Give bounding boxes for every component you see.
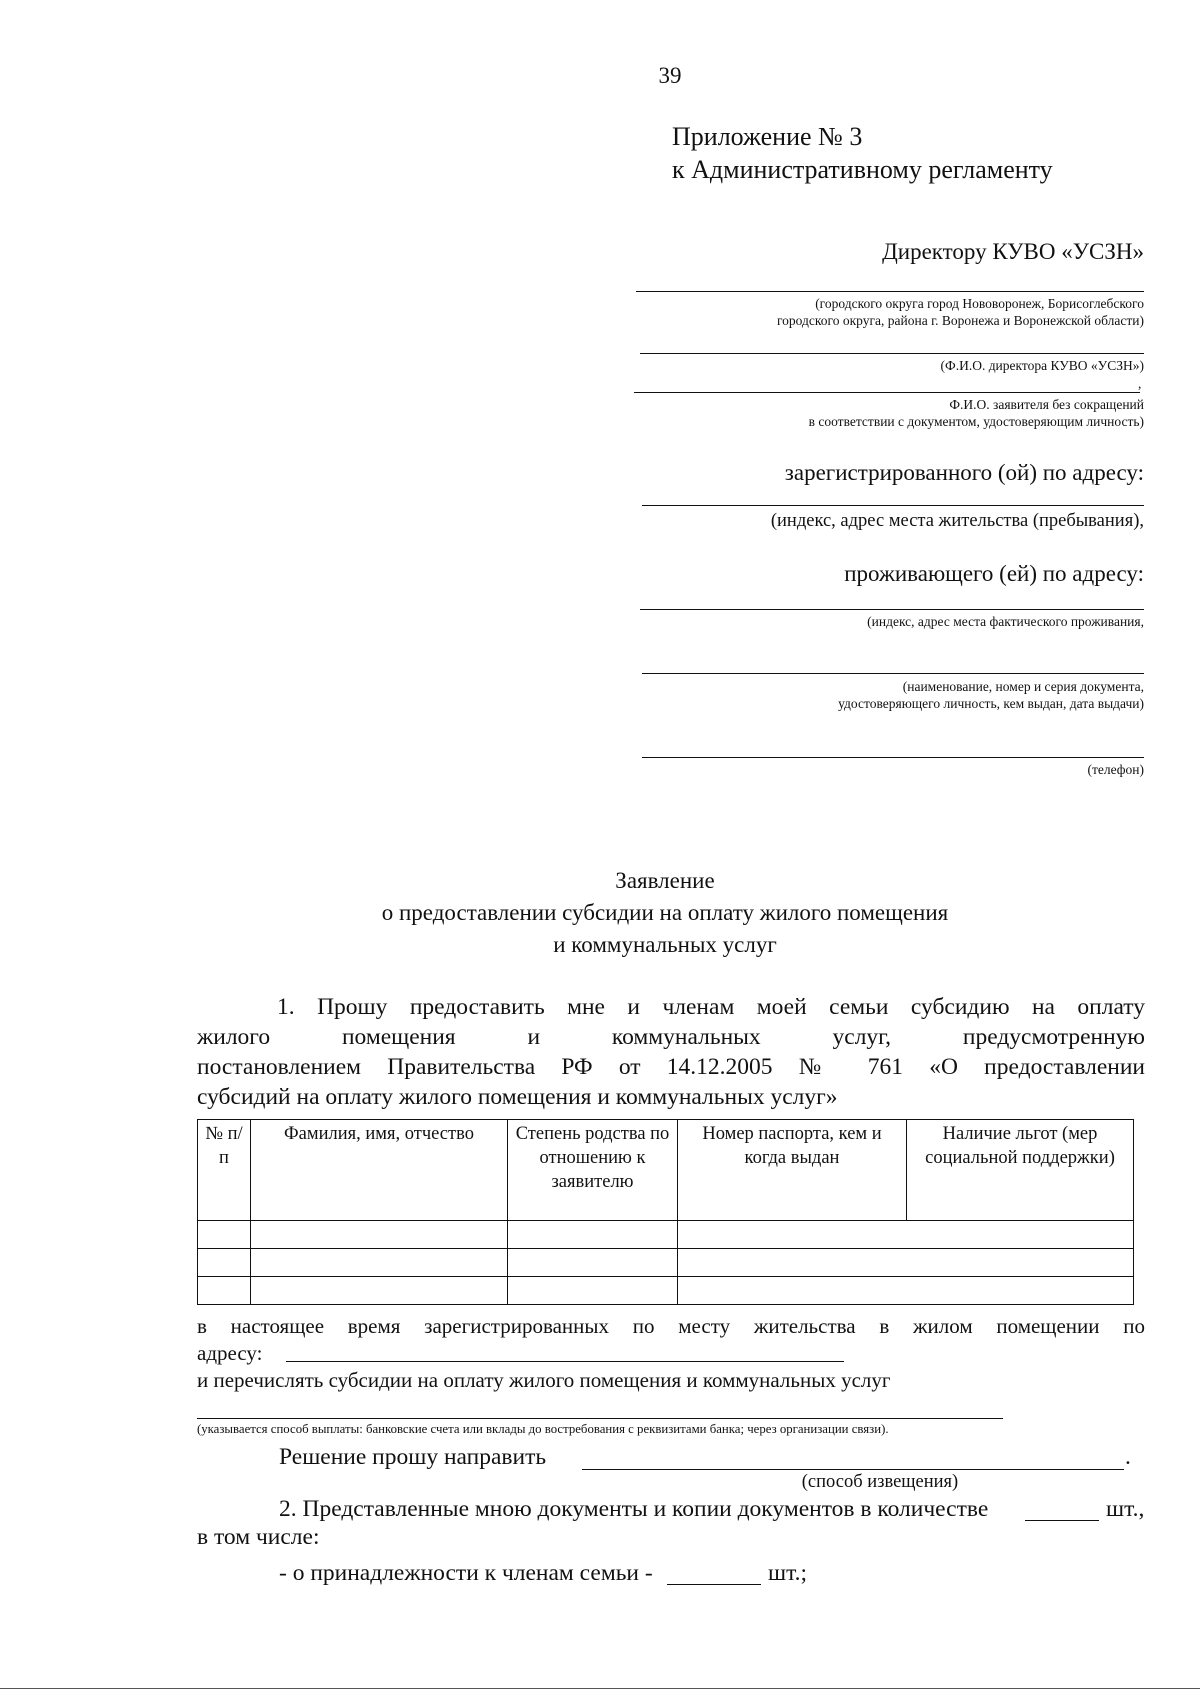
hint-region-line1: (городского округа город Нововоронеж, Борисоглебского — [815, 296, 1144, 311]
column-header-benefits: Наличие льгот (мер социальной поддержки) — [907, 1120, 1134, 1221]
hint-identity-document — [584, 678, 1144, 712]
column-header-relationship: Степень родства по отношению к заявителю — [508, 1120, 678, 1221]
table-cell[interactable] — [251, 1249, 508, 1277]
hint-document-line2: удостоверяющего личность, кем выдан, дата выдачи) — [838, 696, 1144, 711]
request-paragraph — [197, 992, 1145, 1112]
appendix-header — [672, 120, 1053, 186]
fill-line-director-fio[interactable] — [640, 353, 1144, 354]
table-cell[interactable] — [198, 1249, 251, 1277]
decision-end: . — [1125, 1444, 1131, 1470]
page-bottom-edge — [0, 1688, 1200, 1689]
column-header-full-name: Фамилия, имя, отчество — [251, 1120, 508, 1221]
hint-registered-address: (индекс, адрес места жительства (пребывания), — [770, 511, 1144, 531]
fill-line-documents-count[interactable] — [1025, 1520, 1099, 1521]
appendix-reference: к Административному регламенту — [672, 155, 1053, 184]
registered-address-label: зарегистрированного (ой) по адресу: — [784, 460, 1144, 485]
decision-label: Решение прошу направить — [279, 1444, 547, 1470]
fill-line-phone[interactable] — [642, 757, 1144, 758]
table-cell[interactable] — [198, 1277, 251, 1305]
fill-line-applicant-fio[interactable] — [634, 392, 1140, 393]
title-line3: и коммунальных услуг — [553, 932, 777, 957]
table-cell[interactable] — [678, 1277, 1134, 1305]
fill-line-identity-document[interactable] — [642, 673, 1144, 674]
family-members-table — [197, 1119, 1134, 1305]
hint-director-fio: (Ф.И.О. директора КУВО «УСЗН») — [940, 358, 1144, 373]
appendix-number: Приложение № 3 — [672, 122, 863, 151]
table-row — [198, 1249, 1134, 1277]
living-address-label: проживающего (ей) по адресу: — [844, 561, 1144, 586]
including-label: в том числе: — [197, 1524, 320, 1550]
comma: , — [1138, 376, 1142, 391]
hint-region-line2: городского округа, района г. Воронежа и Воронежской области) — [776, 313, 1144, 328]
table-cell[interactable] — [508, 1221, 678, 1249]
fill-line-registered-address[interactable] — [642, 505, 1144, 506]
table-cell[interactable] — [508, 1249, 678, 1277]
table-row — [198, 1277, 1134, 1305]
document-title — [197, 865, 1133, 961]
paragraph1-line3: постановлением Правительства РФ от 14.12.2005 № 761 «О предоставлении — [197, 1054, 1145, 1080]
table-cell[interactable] — [198, 1221, 251, 1249]
fill-line-region[interactable] — [636, 291, 1144, 292]
hint-notification-method: (способ извещения) — [801, 1472, 959, 1492]
hint-region — [584, 295, 1144, 329]
column-header-passport: Номер паспорта, кем и когда выдан — [678, 1120, 907, 1221]
title-line2: о предоставлении субсидии на оплату жилого помещения — [381, 900, 949, 925]
table-row — [198, 1221, 1134, 1249]
hint-phone: (телефон) — [1087, 762, 1144, 777]
fill-line-notification-method[interactable] — [582, 1469, 1124, 1470]
hint-applicant-line2: в соответствии с документом, удостоверяющим личность) — [808, 414, 1144, 429]
table-cell[interactable] — [251, 1221, 508, 1249]
column-header-number: № п/п — [198, 1120, 251, 1221]
hint-applicant-line1: Ф.И.О. заявителя без сокращений — [949, 397, 1144, 412]
paragraph1-line1: 1. Прошу предоставить мне и членам моей семьи субсидию на оплату — [277, 994, 1145, 1020]
title-line1: Заявление — [615, 868, 715, 893]
table-header-row — [198, 1120, 1134, 1221]
fill-line-registration-address[interactable] — [286, 1361, 844, 1362]
transfer-text: и перечислять субсидии на оплату жилого помещения и коммунальных услуг — [197, 1368, 891, 1392]
fill-line-living-address[interactable] — [640, 609, 1144, 610]
hint-living-address: (индекс, адрес места фактического проживания, — [867, 614, 1144, 629]
address-label: адресу: — [197, 1341, 263, 1365]
registration-text: в настоящее время зарегистрированных по месту жительства в жилом помещении по — [197, 1314, 1145, 1338]
paragraph1-line4: субсидий на оплату жилого помещения и коммунальных услуг» — [197, 1084, 838, 1110]
hint-document-line1: (наименование, номер и серия документа, — [902, 679, 1144, 694]
table-cell[interactable] — [508, 1277, 678, 1305]
family-membership-item: - о принадлежности к членам семьи - — [279, 1560, 653, 1586]
documents-count-unit: шт., — [1106, 1496, 1145, 1522]
family-membership-unit: шт.; — [768, 1560, 808, 1586]
addressee-director: Директору КУВО «УСЗН» — [882, 239, 1144, 264]
hint-payment-method: (указывается способ выплаты: банковские счета или вклады до востребования с реквизитами банка; через организации связи). — [197, 1422, 889, 1436]
table-cell[interactable] — [251, 1277, 508, 1305]
table-cell[interactable] — [678, 1221, 1134, 1249]
table-cell[interactable] — [678, 1249, 1134, 1277]
paragraph1-line2: жилого помещения и коммунальных услуг, предусмотренную — [197, 1024, 1145, 1050]
page-number: 39 — [658, 63, 682, 88]
documents-count-text: 2. Представленные мною документы и копии документов в количестве — [279, 1496, 989, 1522]
fill-line-payment-method[interactable] — [197, 1418, 1003, 1419]
fill-line-family-membership-count[interactable] — [667, 1584, 761, 1585]
hint-applicant — [584, 396, 1144, 430]
